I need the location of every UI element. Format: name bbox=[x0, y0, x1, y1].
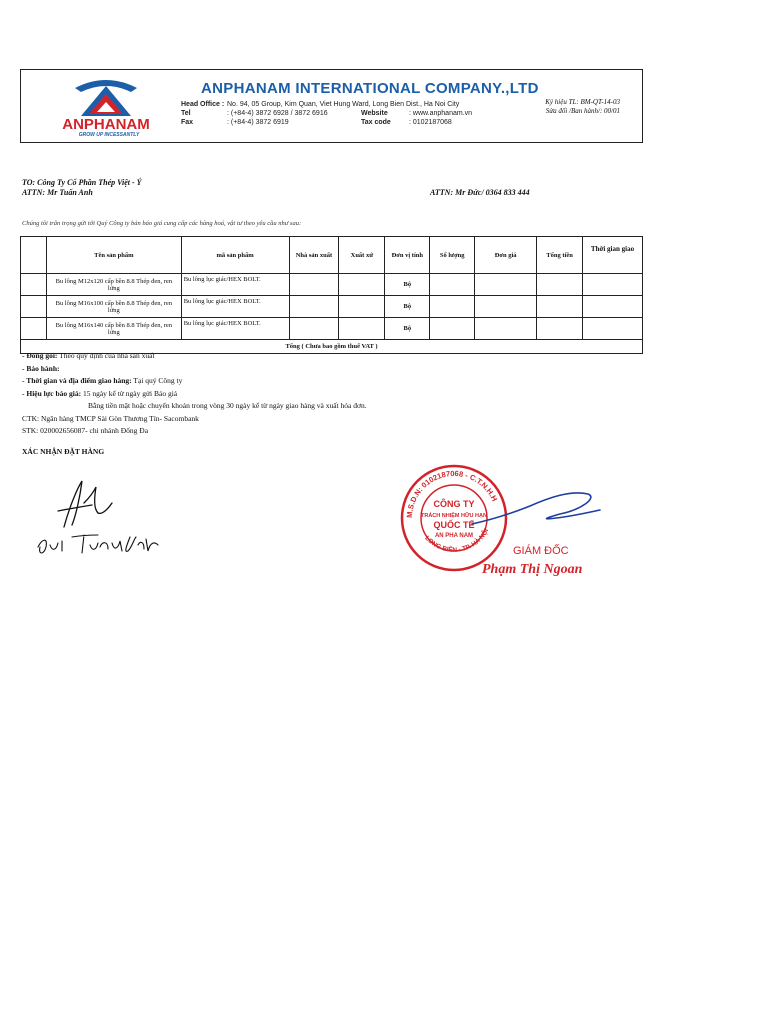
col-header-total: Tổng tiền bbox=[537, 237, 583, 274]
note-delivery bbox=[22, 375, 367, 388]
logo-text: ANPHANAM bbox=[62, 116, 150, 133]
total-label: Tổng ( Chưa bao gồm thuế VAT ) bbox=[21, 340, 643, 354]
col-header-manufacturer: Nhà sản xuất bbox=[289, 237, 339, 274]
table-row bbox=[21, 318, 643, 340]
packing-label: - Đóng gói: bbox=[22, 351, 58, 360]
table-cell bbox=[537, 296, 583, 318]
logo-tagline: GROW UP INCESSANTLY bbox=[78, 132, 140, 138]
table-row bbox=[21, 274, 643, 296]
table-cell bbox=[475, 274, 537, 296]
director-title: GIÁM ĐỐC bbox=[513, 545, 569, 557]
validity-label: - Hiệu lực báo giá: bbox=[22, 388, 82, 398]
head-office-address: No. 94, 05 Group, Kim Quan, Viet Hung Ward, Long Bien Dist., Ha Noi City bbox=[227, 101, 460, 108]
table-cell bbox=[21, 318, 47, 340]
terms-notes bbox=[22, 350, 367, 438]
note-payment: Bằng tiền mặt hoặc chuyển khoản trong vòng 30 ngày kể từ ngày giao hàng và xuất hóa đơn. bbox=[88, 401, 367, 410]
note-warranty bbox=[22, 363, 367, 376]
table-cell bbox=[289, 296, 339, 318]
product-name: Bu lông M16x100 cấp bền 8.8 Thép đen, ren lửng bbox=[46, 296, 181, 318]
col-header-unit: Đơn vị tính bbox=[385, 237, 430, 274]
fax-value: : (+84-4) 3872 6919 bbox=[227, 119, 289, 126]
table-cell bbox=[475, 296, 537, 318]
table-cell bbox=[289, 274, 339, 296]
table-cell bbox=[537, 318, 583, 340]
delivery-label: - Thời gian và địa điểm giao hàng: bbox=[22, 376, 132, 385]
note-account: STK: 020002656087- chi nhánh Đống Đa bbox=[22, 426, 149, 435]
tax-value: : 0102187068 bbox=[409, 119, 452, 126]
product-code: Bu lông lục giác/HEX BOLT. bbox=[181, 296, 289, 318]
seal-line-1: CÔNG TY bbox=[433, 499, 475, 509]
doc-code-line-1: Ký hiệu TL: BM-QT-14-03 bbox=[545, 98, 620, 106]
product-name: Bu lông M16x140 cấp bền 8.8 Thép đen, ren lửng bbox=[46, 318, 181, 340]
warranty-label: - Bảo hành: bbox=[22, 363, 60, 373]
seal-outer-path: M.S.D.N: 0102187068 - C.T.N.H.H bbox=[404, 468, 500, 519]
validity-value: 15 ngày kể từ ngày gửi Báo giá bbox=[81, 388, 178, 398]
doc-code-line-2: Sửa đổi /Ban hành/: 00/01 bbox=[545, 107, 620, 115]
note-packing bbox=[22, 350, 367, 363]
note-bank: CTK: Ngân hàng TMCP Sài Gòn Thương Tín- Sacombank bbox=[22, 413, 199, 423]
packing-value: Theo quy định của nhà sản xuất bbox=[57, 351, 155, 360]
website-value: : www.anphanam.vn bbox=[409, 110, 473, 117]
quotation-table bbox=[20, 236, 643, 354]
attn-left: ATTN: Mr Tuấn Anh bbox=[22, 188, 93, 197]
table-cell bbox=[583, 296, 643, 318]
col-header-unit-price: Đơn giá bbox=[475, 237, 537, 274]
product-unit: Bộ bbox=[385, 318, 430, 340]
table-cell bbox=[430, 274, 475, 296]
table-cell bbox=[430, 318, 475, 340]
table-cell bbox=[537, 274, 583, 296]
product-code: Bu lông lục giác/HEX BOLT. bbox=[181, 274, 289, 296]
col-header-product-name: Tên sản phẩm bbox=[46, 237, 181, 274]
intro-text: Chúng tôi trân trọng gửi tới Quý Công ty bản báo giá cung cấp các hàng hoá, vật tư theo yêu cầu như sau: bbox=[22, 220, 302, 227]
table-cell bbox=[339, 296, 385, 318]
head-office-label: Head Office : bbox=[181, 101, 225, 108]
table-cell bbox=[583, 274, 643, 296]
product-unit: Bộ bbox=[385, 274, 430, 296]
letterhead bbox=[20, 69, 643, 143]
table-cell bbox=[339, 274, 385, 296]
col-header-product-code: mã sản phẩm bbox=[181, 237, 289, 274]
seal-line-2: TRÁCH NHIỆM HỮU HẠN bbox=[421, 513, 487, 519]
company-name: ANPHANAM INTERNATIONAL COMPANY.,LTD bbox=[201, 80, 539, 97]
table-cell bbox=[21, 274, 47, 296]
table-cell bbox=[430, 296, 475, 318]
tel-label: Tel bbox=[181, 110, 191, 117]
order-confirmation-label: XÁC NHẬN ĐẶT HÀNG bbox=[22, 447, 105, 456]
col-header-delivery-time: Thời gian giao bbox=[583, 237, 643, 274]
table-cell bbox=[583, 318, 643, 340]
table-row bbox=[21, 296, 643, 318]
document-code bbox=[545, 98, 620, 116]
fax-label: Fax bbox=[181, 119, 194, 126]
director-name: Phạm Thị Ngoan bbox=[482, 562, 583, 577]
col-header-quantity: Số lượng bbox=[430, 237, 475, 274]
attn-right: ATTN: Mr Đức/ 0364 833 444 bbox=[430, 188, 530, 197]
director-signature bbox=[470, 480, 610, 540]
delivery-value: Tại quý Công ty bbox=[131, 376, 183, 385]
anphanam-logo bbox=[31, 76, 181, 138]
seal-line-3: QUỐC TẾ bbox=[433, 520, 475, 530]
product-name: Bu lông M12x120 cấp bền 8.8 Thép đen, ren lửng bbox=[46, 274, 181, 296]
addressee-to: TO: Công Ty Cổ Phần Thép Việt - Ý bbox=[22, 178, 142, 187]
table-cell bbox=[339, 318, 385, 340]
table-cell bbox=[475, 318, 537, 340]
seal-bottom-path: LONG BIÊN - TP. HÀ NỘI bbox=[423, 527, 491, 554]
note-validity bbox=[22, 388, 367, 401]
buyer-signature bbox=[28, 475, 168, 565]
tel-value: : (+84-4) 3872 6928 / 3872 6916 bbox=[227, 110, 328, 117]
table-cell bbox=[289, 318, 339, 340]
table-cell bbox=[21, 296, 47, 318]
website-label: Website bbox=[361, 110, 388, 117]
tax-label: Tax code bbox=[361, 119, 391, 126]
table-header-row bbox=[21, 237, 643, 274]
col-header-origin: Xuất xứ bbox=[339, 237, 385, 274]
product-code: Bu lông lục giác/HEX BOLT. bbox=[181, 318, 289, 340]
product-unit: Bộ bbox=[385, 296, 430, 318]
col-header bbox=[21, 237, 47, 274]
seal-line-4: AN PHA NAM bbox=[434, 533, 474, 539]
